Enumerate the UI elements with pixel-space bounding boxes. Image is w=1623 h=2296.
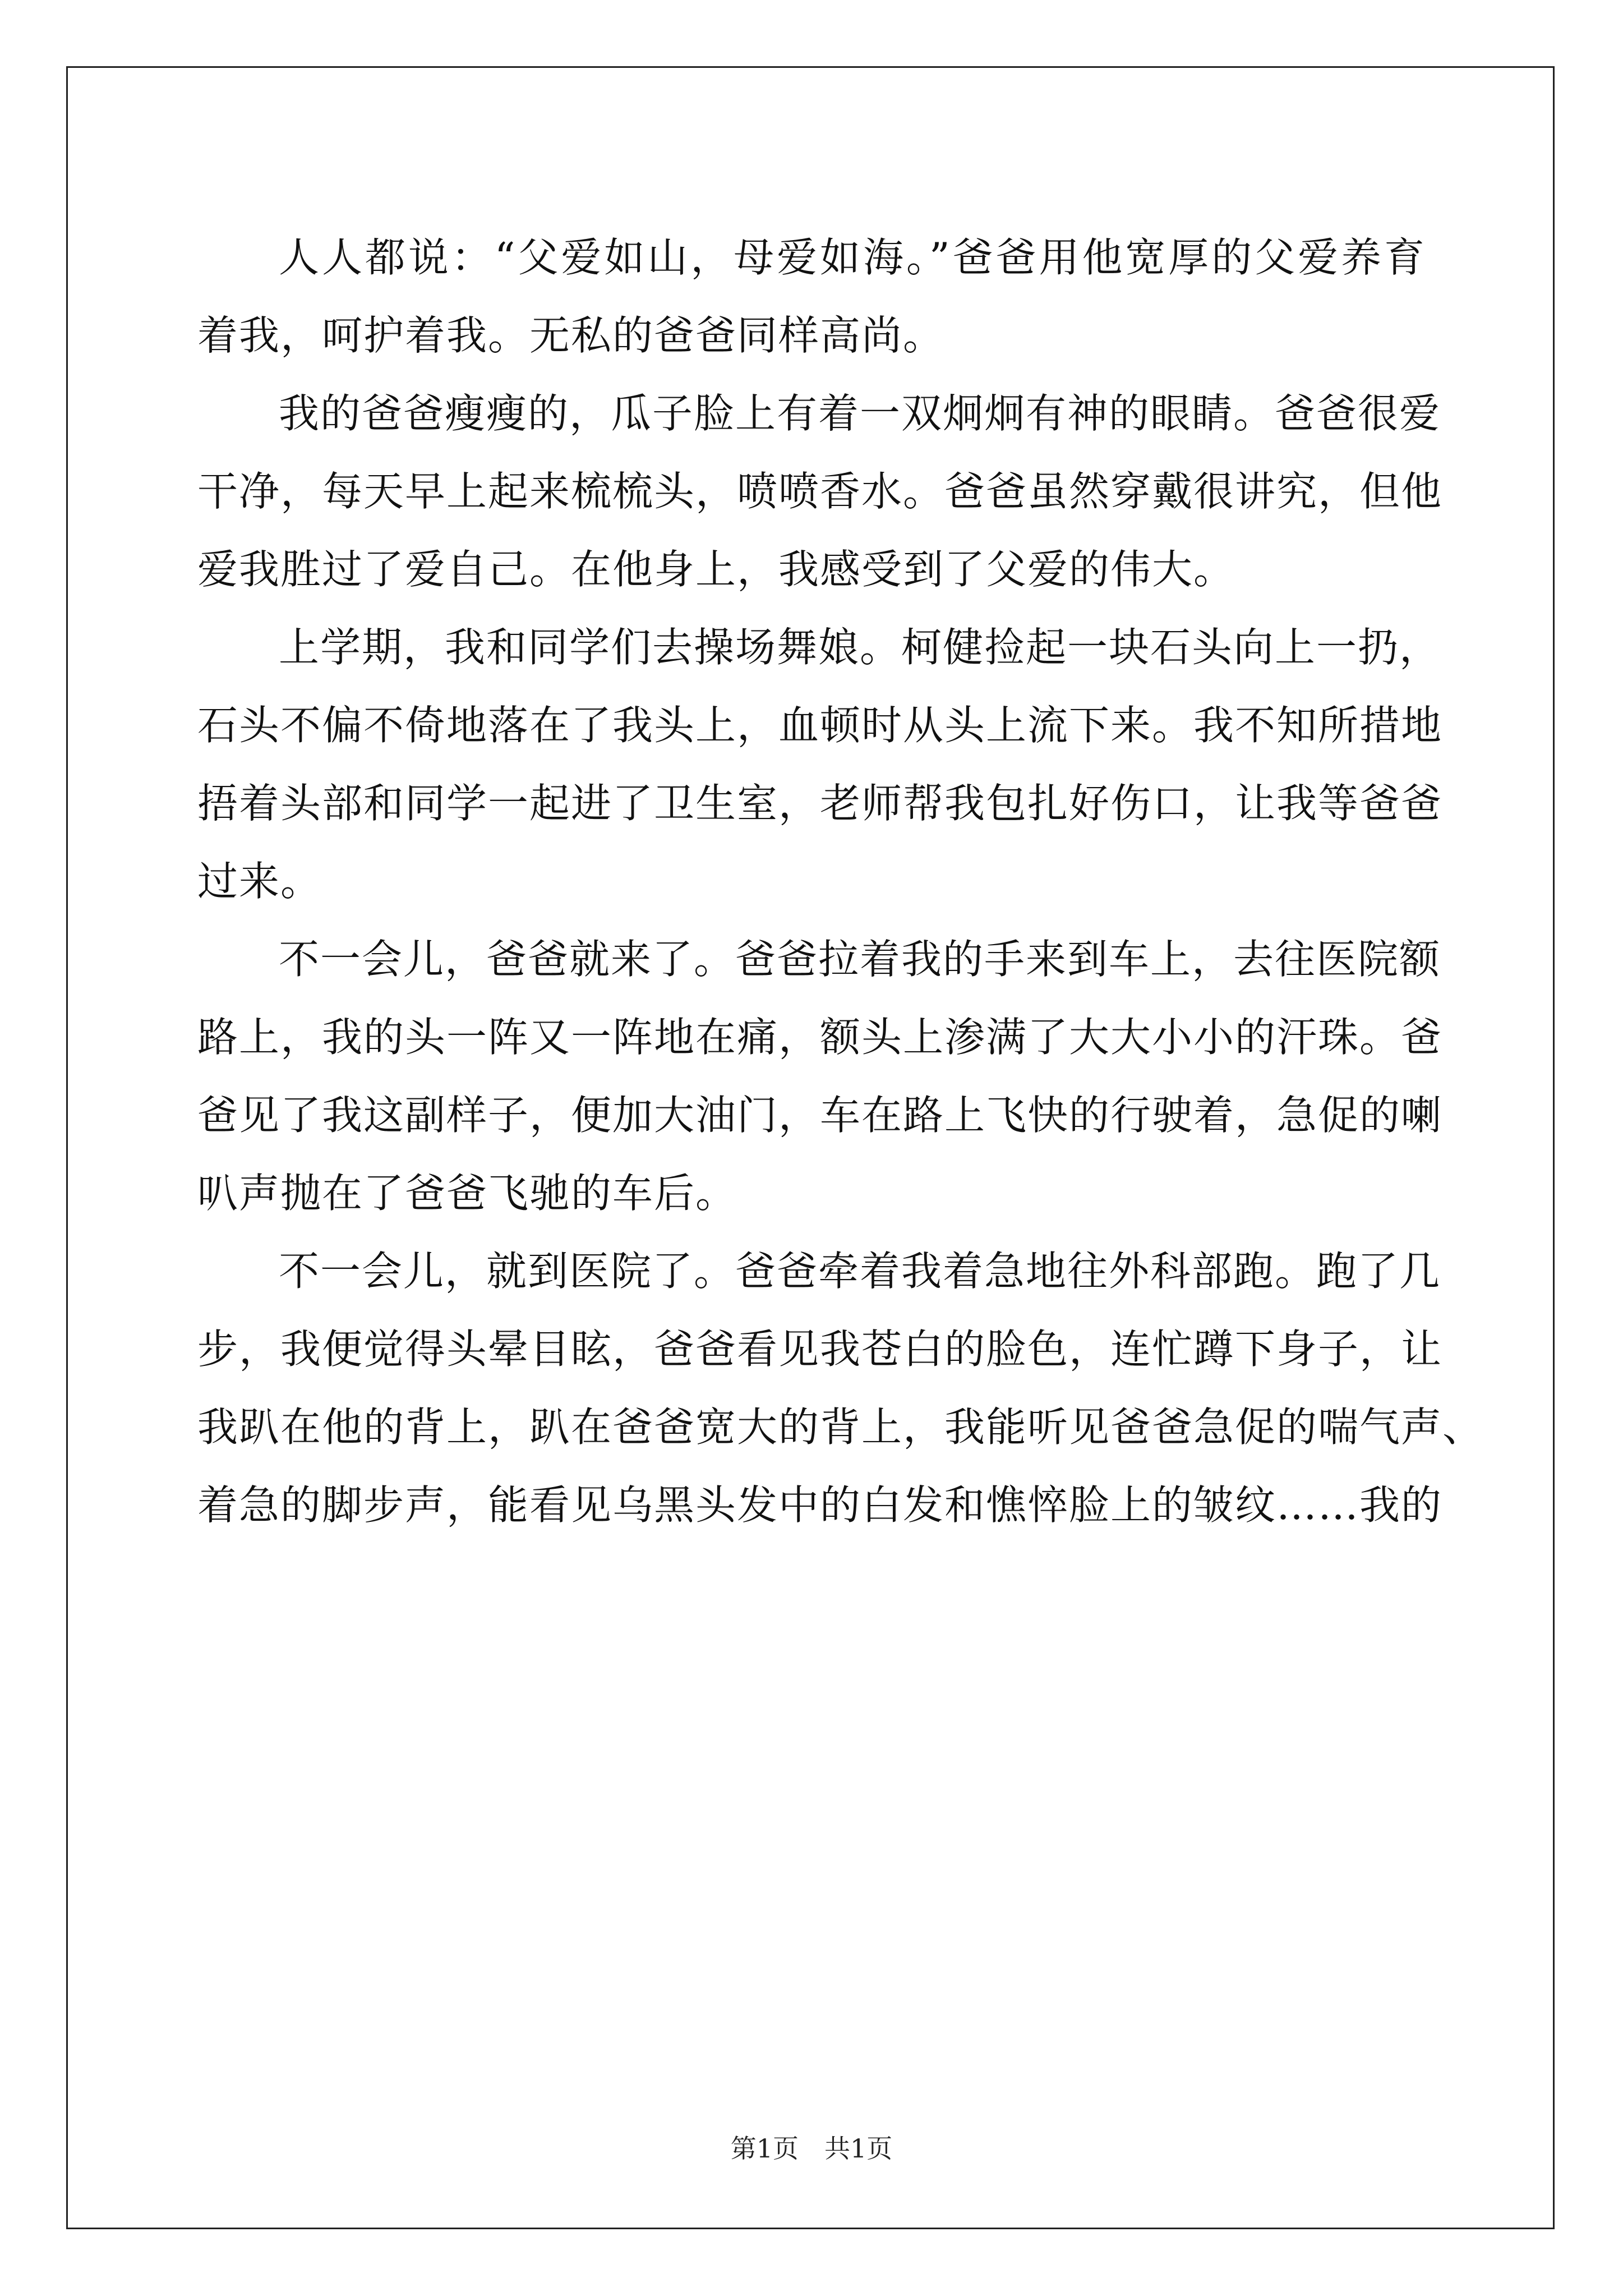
text-line: 过来。 xyxy=(197,858,322,905)
text-line: 我的爸爸瘦瘦的，瓜子脸上有着一双炯炯有神的眼睛。爸爸很爱 xyxy=(279,390,1441,437)
text-line: 路上，我的头一阵又一阵地在痛，额头上渗满了大大小小的汗珠。爸 xyxy=(197,1014,1443,1061)
text-line: 着急的脚步声，能看见乌黑头发中的白发和憔悴脸上的皱纹……我的 xyxy=(197,1481,1443,1529)
text-line: 叭声抛在了爸爸飞驰的车后。 xyxy=(197,1170,737,1217)
text-line: 干净，每天早上起来梳梳头，喷喷香水。爸爸虽然穿戴很讲究，但他 xyxy=(197,468,1443,515)
paragraph-2 xyxy=(197,375,1443,609)
text-line: 不一会儿，就到医院了。爸爸牵着我着急地往外科部跑。跑了几 xyxy=(279,1248,1441,1295)
text-line: 爸见了我这副样子，便加大油门，车在路上飞快的行驶着，急促的喇 xyxy=(197,1092,1443,1139)
paragraph-3 xyxy=(197,609,1443,921)
paragraph-1 xyxy=(197,219,1426,375)
text-line: 人人都说：“父爱如山，母爱如海。”爸爸用他宽厚的父爱养育 xyxy=(279,234,1426,281)
page-number-footer: 第1页 共1页 xyxy=(730,2133,893,2164)
text-line: 步，我便觉得头晕目眩，爸爸看见我苍白的脸色，连忙蹲下身子，让 xyxy=(197,1326,1443,1373)
text-line: 上学期，我和同学们去操场舞娘。柯健捡起一块石头向上一扔， xyxy=(279,624,1441,671)
text-line: 捂着头部和同学一起进了卫生室，老师帮我包扎好伤口，让我等爸爸 xyxy=(197,780,1443,827)
text-line: 着我，呵护着我。无私的爸爸同样高尚。 xyxy=(197,312,945,359)
paragraph-5 xyxy=(197,1232,1484,1544)
text-line: 石头不偏不倚地落在了我头上，血顿时从头上流下来。我不知所措地 xyxy=(197,702,1443,749)
document-body xyxy=(197,219,1484,1544)
paragraph-4 xyxy=(197,921,1443,1232)
text-line: 不一会儿，爸爸就来了。爸爸拉着我的手来到车上，去往医院额 xyxy=(279,936,1441,983)
text-line: 爱我胜过了爱自己。在他身上，我感受到了父爱的伟大。 xyxy=(197,546,1235,593)
text-line: 我趴在他的背上，趴在爸爸宽大的背上，我能听见爸爸急促的喘气声、 xyxy=(197,1404,1484,1451)
